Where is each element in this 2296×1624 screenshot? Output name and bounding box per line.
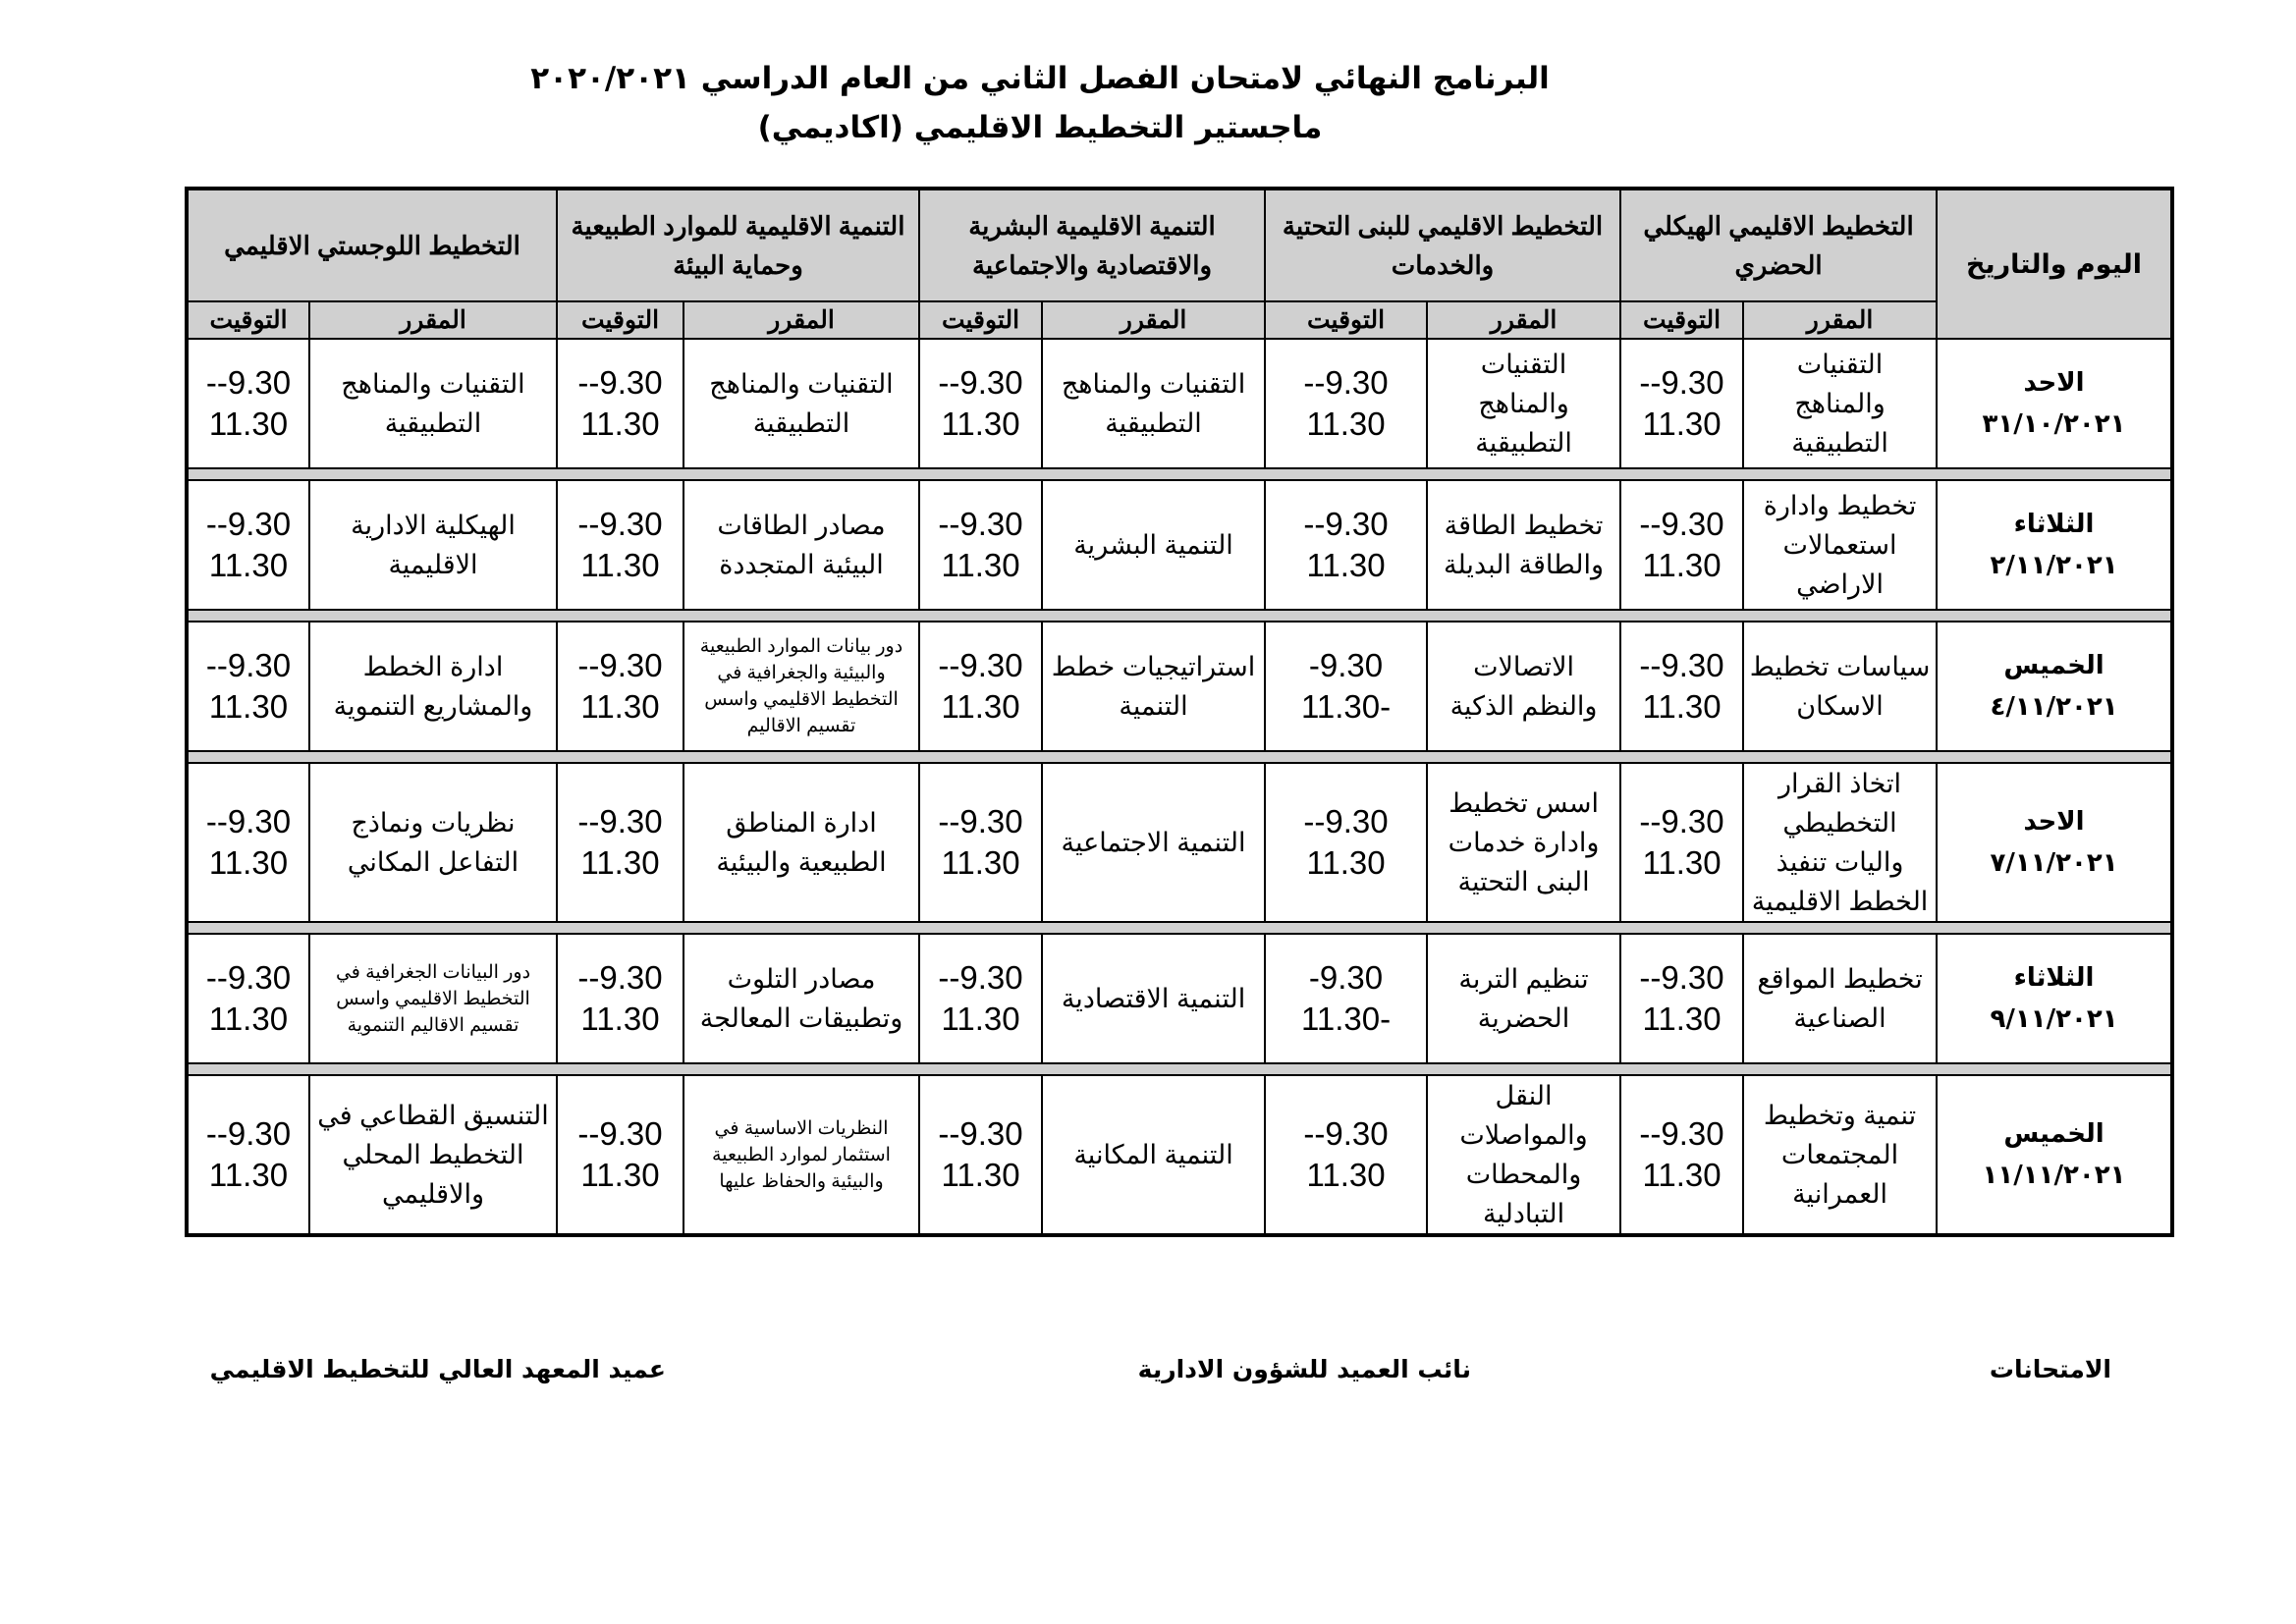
schedule-body <box>187 339 2172 1235</box>
day-date-cell <box>1937 934 2172 1063</box>
time-cell: 9.30-- 11.30 <box>1620 763 1743 922</box>
group-header: التنمية الاقليمية للموارد الطبيعية وحماية البيئة <box>557 189 919 301</box>
time-cell: 9.30-- 11.30 <box>557 339 683 468</box>
course-cell: تنمية وتخطيط المجتمعات العمرانية <box>1743 1075 1937 1235</box>
time-cell: 9.30-- 11.30 <box>1620 934 1743 1063</box>
time-cell: 9.30-- 11.30 <box>187 339 309 468</box>
row-separator <box>187 468 2172 480</box>
time-header: التوقيت <box>919 301 1042 339</box>
time-cell: 9.30-- 11.30 <box>187 1075 309 1235</box>
day-name: الخميس <box>2003 1119 2105 1149</box>
schedule-row <box>187 763 2172 922</box>
time-cell: 9.30--11.30 <box>1265 934 1427 1063</box>
row-separator <box>187 922 2172 934</box>
exams-signature: الامتحانات <box>1989 1355 2111 1383</box>
sub-header-row <box>187 301 2172 339</box>
course-cell: التقنيات والمناهج التطبيقية <box>1042 339 1265 468</box>
row-separator <box>187 610 2172 622</box>
separator-cell <box>187 1063 2172 1075</box>
course-cell: استراتيجيات خطط التنمية <box>1042 622 1265 751</box>
course-cell: ادارة الخطط والمشاريع التنموية <box>309 622 557 751</box>
course-cell: مصادر التلوث وتطبيقات المعالجة <box>683 934 919 1063</box>
course-cell: التنمية المكانية <box>1042 1075 1265 1235</box>
time-header: التوقيت <box>187 301 309 339</box>
exam-schedule-table <box>185 187 2174 1237</box>
time-cell: 9.30-- 11.30 <box>1265 480 1427 610</box>
course-cell: تخطيط وادارة استعمالات الاراضي <box>1743 480 1937 610</box>
course-cell: نظريات ونماذج التفاعل المكاني <box>309 763 557 922</box>
time-cell: 9.30-- 11.30 <box>557 622 683 751</box>
time-cell: 9.30-- 11.30 <box>1265 763 1427 922</box>
time-cell: 9.30-- 11.30 <box>187 934 309 1063</box>
group-header: التخطيط اللوجستي الاقليمي <box>187 189 557 301</box>
day-name: الاحد <box>2023 368 2085 398</box>
day-name: الخميس <box>2003 651 2105 680</box>
day-name: الاحد <box>2023 807 2085 837</box>
schedule-row <box>187 934 2172 1063</box>
day-name: الثلاثاء <box>2013 510 2095 539</box>
time-cell: 9.30-- 11.30 <box>919 934 1042 1063</box>
course-cell: النقل والمواصلات والمحطات التبادلية <box>1427 1075 1620 1235</box>
time-cell: 9.30-- 11.30 <box>1265 339 1427 468</box>
time-cell: 9.30-- 11.30 <box>557 934 683 1063</box>
schedule-row <box>187 622 2172 751</box>
time-cell: 9.30-- 11.30 <box>1620 1075 1743 1235</box>
group-header: التنمية الاقليمية البشرية والاقتصادية والاجتماعية <box>919 189 1265 301</box>
time-cell: 9.30-- 11.30 <box>557 763 683 922</box>
exam-date: ٤/١١/٢٠٢١ <box>1990 692 2118 722</box>
course-cell: اسس تخطيط وادارة خدمات البنى التحتية <box>1427 763 1620 922</box>
course-header: المقرر <box>1042 301 1265 339</box>
time-cell: 9.30-- 11.30 <box>557 480 683 610</box>
course-header: المقرر <box>309 301 557 339</box>
time-cell: 9.30-- 11.30 <box>919 763 1042 922</box>
time-cell: 9.30-- 11.30 <box>557 1075 683 1235</box>
day-date-cell <box>1937 622 2172 751</box>
day-date-cell <box>1937 339 2172 468</box>
exam-date: ٢/١١/٢٠٢١ <box>1990 551 2118 580</box>
time-cell: 9.30-- 11.30 <box>187 480 309 610</box>
course-cell: التنمية الاجتماعية <box>1042 763 1265 922</box>
row-separator <box>187 1063 2172 1075</box>
course-cell: مصادر الطاقات البيئية المتجددة <box>683 480 919 610</box>
course-cell: اتخاذ القرار التخطيطي واليات تنفيذ الخطط الاقليمية <box>1743 763 1937 922</box>
row-separator <box>187 751 2172 763</box>
time-cell: 9.30-- 11.30 <box>1620 339 1743 468</box>
course-cell: تخطيط الطاقة والطاقة البديلة <box>1427 480 1620 610</box>
group-header: التخطيط الاقليمي للبنى التحتية والخدمات <box>1265 189 1620 301</box>
schedule-row <box>187 339 2172 468</box>
course-header: المقرر <box>683 301 919 339</box>
time-cell: 9.30-- 11.30 <box>919 339 1042 468</box>
day-date-header: اليوم والتاريخ <box>1937 189 2172 339</box>
page-subtitle: ماجستير التخطيط الاقليمي (اكاديمي) <box>757 110 1323 145</box>
course-cell: دور البيانات الجغرافية في التخطيط الاقليمي واسس تقسيم الاقاليم التنموية <box>309 934 557 1063</box>
exam-date: ٩/١١/٢٠٢١ <box>1990 1004 2118 1034</box>
course-cell: التقنيات والمناهج التطبيقية <box>309 339 557 468</box>
course-cell: تخطيط المواقع الصناعية <box>1743 934 1937 1063</box>
course-cell: التنمية الاقتصادية <box>1042 934 1265 1063</box>
course-cell: التقنيات والمناهج التطبيقية <box>683 339 919 468</box>
course-cell: الاتصالات والنظم الذكية <box>1427 622 1620 751</box>
course-header: المقرر <box>1743 301 1937 339</box>
day-name: الثلاثاء <box>2013 963 2095 993</box>
group-header-row <box>187 189 2172 301</box>
course-cell: سياسات تخطيط الاسكان <box>1743 622 1937 751</box>
time-cell: 9.30-- 11.30 <box>919 480 1042 610</box>
day-date-cell <box>1937 1075 2172 1235</box>
schedule-row <box>187 480 2172 610</box>
separator-cell <box>187 751 2172 763</box>
time-header: التوقيت <box>1265 301 1427 339</box>
exam-date: ٣١/١٠/٢٠٢١ <box>1982 409 2126 439</box>
separator-cell <box>187 922 2172 934</box>
time-cell: 9.30-- 11.30 <box>187 763 309 922</box>
time-cell: 9.30-- 11.30 <box>1265 1075 1427 1235</box>
time-header: التوقيت <box>557 301 683 339</box>
day-date-cell <box>1937 480 2172 610</box>
course-cell: دور بيانات الموارد الطبيعية والبيئية والجغرافية في التخطيط الاقليمي واسس تقسيم الاقاليم <box>683 622 919 751</box>
vice-dean-signature: نائب العميد للشؤون الادارية <box>1137 1355 1471 1383</box>
time-cell: 9.30-- 11.30 <box>919 1075 1042 1235</box>
separator-cell <box>187 468 2172 480</box>
separator-cell <box>187 610 2172 622</box>
time-cell: 9.30-- 11.30 <box>187 622 309 751</box>
day-date-cell <box>1937 763 2172 922</box>
time-cell: 9.30--11.30 <box>1265 622 1427 751</box>
course-cell: النظريات الاساسية في استثمار لموارد الطبيعية والبيئية والحفاظ عليها <box>683 1075 919 1235</box>
group-header: التخطيط الاقليمي الهيكلي الحضري <box>1620 189 1937 301</box>
course-cell: تنظيم التربة الحضرية <box>1427 934 1620 1063</box>
course-cell: ادارة المناطق الطبيعية والبيئية <box>683 763 919 922</box>
time-header: التوقيت <box>1620 301 1743 339</box>
page-title: البرنامج النهائي لامتحان الفصل الثاني من العام الدراسي ٢٠٢٠/٢٠٢١ <box>530 61 1550 96</box>
course-cell: التقنيات والمناهج التطبيقية <box>1427 339 1620 468</box>
course-cell: التنسيق القطاعي في التخطيط المحلي والاقليمي <box>309 1075 557 1235</box>
time-cell: 9.30-- 11.30 <box>1620 480 1743 610</box>
time-cell: 9.30-- 11.30 <box>919 622 1042 751</box>
course-cell: الهيكلية الادارية الاقليمية <box>309 480 557 610</box>
course-cell: التنمية البشرية <box>1042 480 1265 610</box>
exam-date: ٧/١١/٢٠٢١ <box>1990 848 2118 878</box>
schedule-row <box>187 1075 2172 1235</box>
dean-signature: عميد المعهد العالي للتخطيط الاقليمي <box>209 1355 666 1383</box>
time-cell: 9.30-- 11.30 <box>1620 622 1743 751</box>
course-cell: التقنيات والمناهج التطبيقية <box>1743 339 1937 468</box>
exam-date: ١١/١١/٢٠٢١ <box>1982 1161 2126 1190</box>
course-header: المقرر <box>1427 301 1620 339</box>
